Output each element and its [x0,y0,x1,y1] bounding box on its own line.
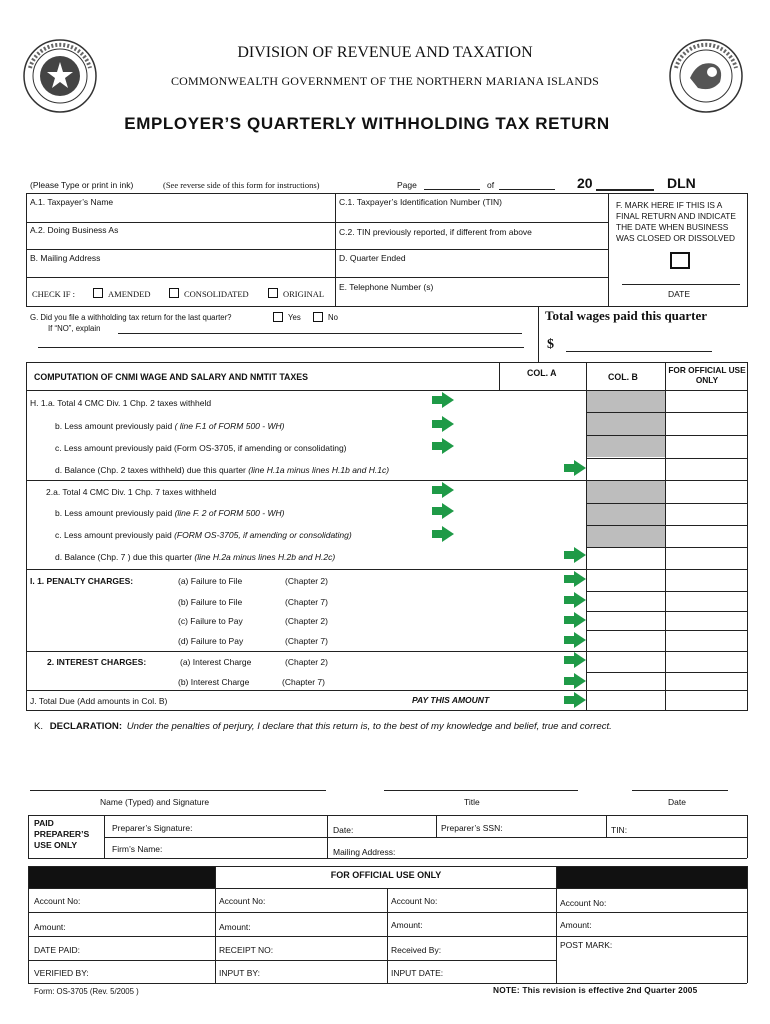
previous-tin-field[interactable]: C.2. TIN previously reported, if different from above [339,227,532,237]
revision-note: NOTE: This revision is effective 2nd Quarter 2005 [493,985,698,995]
page-label: Page [397,180,417,190]
declaration-letter: K. [34,721,44,732]
telephone-field[interactable]: E. Telephone Number (s) [339,282,434,292]
arrow-icon [564,673,586,689]
penalty-charges-label: I. 1. PENALTY CHARGES: [30,576,134,586]
arrow-icon [564,652,586,668]
preparer-tin-field[interactable]: TIN: [611,825,628,835]
penalty-d-chapter: (Chapter 7) [285,636,328,646]
final-return-checkbox[interactable] [670,252,690,269]
government-name: COMMONWEALTH GOVERNMENT OF THE NORTHERN MARIANA ISLANDS [170,74,600,88]
shaded-cell-2 [587,481,665,547]
arrow-icon [564,547,586,563]
h1a-col-a-input[interactable] [500,391,586,412]
yes-checkbox[interactable] [273,312,283,322]
signature-line[interactable] [30,790,326,791]
of-label: of [487,180,495,190]
title-label: Title [464,797,480,807]
h2d-text: d. Balance (Chp. 7 ) due this quarter [55,552,193,562]
arrow-icon [432,416,454,432]
preparer-signature-field[interactable]: Preparer’s Signature: [112,823,193,833]
arrow-icon [564,592,586,608]
arrow-icon [432,392,454,408]
penalty-c-label: (c) Failure to Pay [178,616,243,626]
consolidated-checkbox[interactable] [169,288,179,298]
penalty-b-chapter: (Chapter 7) [285,597,328,607]
title-line[interactable] [384,790,578,791]
interest-charges-label: 2. INTEREST CHARGES: [47,657,147,667]
col-a-header: COL. A [527,368,557,378]
explain-line-1[interactable] [118,333,522,334]
h1b-label [55,421,284,431]
penalty-a-label: (a) Failure to File [178,576,243,586]
date-line[interactable] [632,790,728,791]
dln-label: DLN [667,175,696,191]
declaration-heading: DECLARATION: [49,721,123,732]
taxpayer-name-field[interactable]: A.1. Taxpayer’s Name [30,197,114,207]
h1b-ref: ( line F.1 of FORM 500 - WH) [174,421,285,431]
explain-line-2[interactable] [38,347,524,348]
date-closed-label: DATE [668,289,691,299]
h1d-text: d. Balance (Chp. 2 taxes withheld) due this quarter [55,465,246,475]
original-checkbox[interactable] [268,288,278,298]
please-type-note: (Please Type or print in ink) [30,180,134,190]
official-c1-amount[interactable]: Amount: [34,922,66,932]
official-c2-account[interactable]: Account No: [219,896,266,906]
h2b-ref: (line F. 2 of FORM 500 - WH) [174,508,285,518]
quarter-ended-field[interactable]: D. Quarter Ended [339,253,406,263]
official-c1-date-paid[interactable]: DATE PAID: [34,945,80,955]
last-quarter-question: G. Did you file a withholding tax return for the last quarter? [30,313,232,322]
h1d-label [55,465,389,475]
preparer-date-field[interactable]: Date: [333,825,354,835]
date-label: Date [668,797,686,807]
no-label: No [328,313,338,322]
check-if-label: CHECK IF : [32,289,75,299]
interest-b-label: (b) Interest Charge [178,677,250,687]
official-black-right [556,866,747,888]
arrow-icon [432,482,454,498]
official-c3-account[interactable]: Account No: [391,896,438,906]
form-number: Form: OS-3705 (Rev. 5/2005 ) [34,987,139,996]
official-c3-amount[interactable]: Amount: [391,920,423,930]
penalty-c-chapter: (Chapter 2) [285,616,328,626]
taxpayer-tin-field[interactable]: C.1. Taxpayer’s Identification Number (TIN) [339,197,502,207]
total-due-label: J. Total Due (Add amounts in Col. B) [30,696,168,706]
if-no-explain-label: If “NO”, explain [48,324,101,333]
official-use-heading: FOR OFFICIAL USE ONLY [330,870,442,880]
official-c3-input-date[interactable]: INPUT DATE: [391,968,444,978]
page-number-line[interactable] [424,189,480,190]
shaded-cell-1 [587,391,665,457]
arrow-icon [564,460,586,476]
firm-name-field[interactable]: Firm’s Name: [112,844,163,854]
h2b-text: b. Less amount previously paid [55,508,173,518]
total-wages-input[interactable] [566,351,712,352]
declaration [34,721,612,732]
dollar-sign: $ [547,337,554,352]
pay-this-amount [412,695,489,705]
h1c-label: c. Less amount previously paid (Form OS-3705, if amending or consolidating) [55,443,347,453]
h2d-label [55,552,335,562]
agency-name: DIVISION OF REVENUE AND TAXATION [237,44,533,61]
arrow-icon [432,526,454,542]
h2c-text: c. Less amount previously paid [55,530,172,540]
official-c3-received-by[interactable]: Received By: [391,945,442,955]
interest-a-label: (a) Interest Charge [180,657,252,667]
interest-a-chapter: (Chapter 2) [285,657,328,667]
amended-label: AMENDED [108,289,151,299]
penalty-a-chapter: (Chapter 2) [285,576,328,586]
interest-b-chapter: (Chapter 7) [282,677,325,687]
total-wages-label: Total wages paid this quarter [545,308,708,323]
year-prefix: 20 [577,175,593,191]
official-c1-verified-by[interactable]: VERIFIED BY: [34,968,89,978]
final-return-note: F. MARK HERE IF THIS IS A FINAL RETURN AND INDICATE THE DATE WHEN BUSINESS WAS CLOSED OR DISSOLVED [616,200,736,243]
original-label: ORIGINAL [283,289,325,299]
official-c2-receipt[interactable]: RECEIPT NO: [219,945,274,955]
penalty-d-label: (d) Failure to Pay [178,636,244,646]
arrow-icon [564,692,586,708]
arrow-icon [564,571,586,587]
amended-checkbox[interactable] [93,288,103,298]
h2a-label: 2.a. Total 4 CMC Div. 1 Chp. 7 taxes withheld [46,487,217,497]
page-total-line[interactable] [499,189,555,190]
arrow-icon [564,612,586,628]
col-b-header: COL. B [608,372,638,382]
official-c2-amount[interactable]: Amount: [219,922,251,932]
name-signature-label: Name (Typed) and Signature [100,797,210,807]
year-line[interactable] [596,189,654,191]
h2c-label [55,530,352,540]
total-due-col-b-input[interactable] [587,691,665,710]
doing-business-as-field[interactable]: A.2. Doing Business As [30,225,119,235]
declaration-text: Under the penalties of perjury, I declare that this return is, to the best of my knowledge and belief, true and correct. [126,721,612,732]
official-c4-account[interactable]: Account No: [560,898,607,908]
arrow-icon [432,503,454,519]
arrow-icon [432,438,454,454]
official-black-left [28,866,215,888]
official-c4-amount[interactable]: Amount: [560,920,592,930]
official-use-header: FOR OFFICIAL USE ONLY [668,365,746,385]
see-reverse-note: (See reverse side of this form for instructions) [163,180,320,190]
official-c4-post-mark[interactable]: POST MARK: [560,940,613,950]
arrow-icon [564,632,586,648]
h1d-col-b-input[interactable] [587,459,665,480]
computation-heading: COMPUTATION OF CNMI WAGE AND SALARY AND NMTIT TAXES [34,372,308,382]
official-c1-account[interactable]: Account No: [34,896,81,906]
h1d-ref: (line H.1a minus lines H.1b and H.1c) [248,465,390,475]
h2b-label [55,508,284,518]
form-title: EMPLOYER’S QUARTERLY WITHHOLDING TAX RETURN [124,114,610,133]
consolidated-label: CONSOLIDATED [184,289,249,299]
mailing-address-preparer-field[interactable]: Mailing Address: [333,847,396,857]
paid-preparer-label: PAID PREPARER’S USE ONLY [34,818,90,850]
mailing-address-field[interactable]: B. Mailing Address [30,253,101,263]
h1a-label: H. 1.a. Total 4 CMC Div. 1 Chp. 2 taxes withheld [30,398,212,408]
yes-label: Yes [288,313,301,322]
pay-this-amount-text: PAY THIS AMOUNT [412,695,490,705]
no-checkbox[interactable] [313,312,323,322]
h2c-ref: (FORM OS-3705, if amending or consolidating) [174,530,352,540]
preparer-ssn-field[interactable]: Preparer’s SSN: [441,823,503,833]
h1b-text: b. Less amount previously paid [55,421,173,431]
penalty-b-label: (b) Failure to File [178,597,243,607]
official-c2-input-by[interactable]: INPUT BY: [219,968,260,978]
h2d-ref: (line H.2a minus lines H.2b and H.2c) [194,552,336,562]
